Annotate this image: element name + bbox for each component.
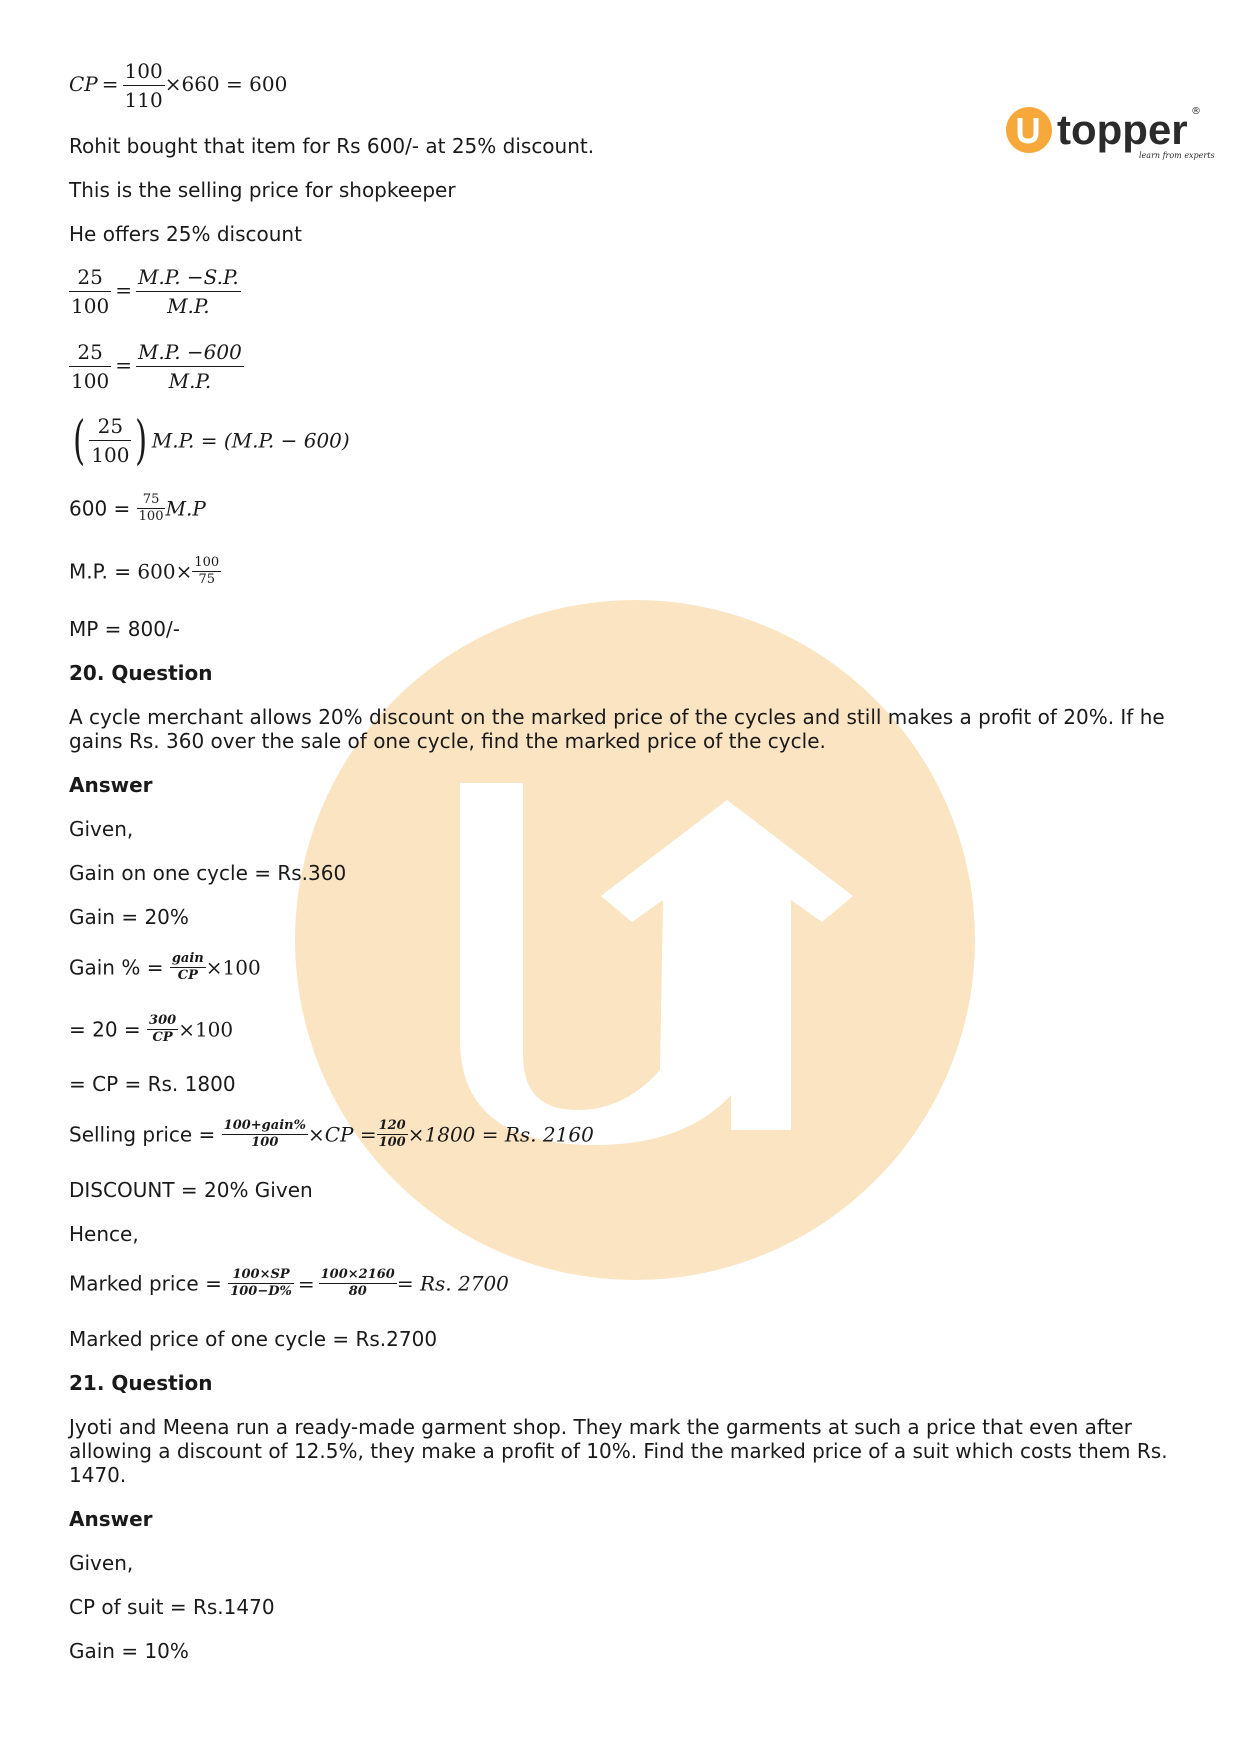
- question-heading: 20. Question: [69, 661, 213, 685]
- text-line: Gain on one cycle = Rs.360: [69, 861, 347, 885]
- cp-formula: CP = $\frac{100}{110}$ ×660 = 600: [69, 59, 288, 112]
- text-line: Marked price of one cycle = Rs.2700: [69, 1327, 438, 1351]
- equation-1: $\frac{25}{100}$ = $\frac{M.P. -S.P.}{M.P.}$: [71, 265, 239, 318]
- marked-price-formula: Marked price = $\frac{100\times SP}{100-D\%}$ = $\frac{100\times 2160}{80}$ = Rs. 2700: [69, 1267, 509, 1299]
- text-line: Rohit bought that item for Rs 600/- at 25% discount.: [69, 134, 595, 158]
- question-text: A cycle merchant allows 20% discount on the marked price of the cycles and still makes a profit of 20%. If he gains Rs. 360 over the sale of one cycle, find the marked price of the cycle.: [69, 705, 1165, 753]
- logo-text: topper: [1057, 106, 1188, 153]
- logo-registered: ®: [1191, 106, 1201, 117]
- equation-5: M.P. = 600× $\frac{100}{75}$: [69, 555, 220, 587]
- selling-price-formula: Selling price = $\frac{\text{100+gain\%}}{100}$ ×CP = $\frac{120}{100}$ ×1800 = Rs. 2160: [69, 1118, 594, 1150]
- text-line: DISCOUNT = 20% Given: [69, 1178, 313, 1202]
- text-line: He offers 25% discount: [69, 222, 302, 246]
- text-line: Gain = 10%: [69, 1639, 189, 1663]
- question-text: Jyoti and Meena run a ready-made garment shop. They mark the garments at such a price that even after allowing a discount of 12.5%, they make a profit of 10%. Find the marked price of a suit which costs them Rs. 1470.: [69, 1415, 1168, 1487]
- text-line: Gain = 20%: [69, 905, 189, 929]
- text-line: Given,: [69, 817, 134, 841]
- text-line: = CP = Rs. 1800: [69, 1072, 236, 1096]
- question-heading: 21. Question: [69, 1371, 213, 1395]
- text-line: CP of suit = Rs.1470: [69, 1595, 275, 1619]
- gain-formula-2: = 20 = $\frac{300}{CP}$ ×100: [69, 1013, 234, 1045]
- text-line: Given,: [69, 1551, 134, 1575]
- text-line: Hence,: [69, 1222, 139, 1246]
- text-line: This is the selling price for shopkeeper: [69, 178, 456, 202]
- equation-3: ( $\frac{25}{100}$ ) M.P. = (M.P. − 600): [73, 410, 350, 471]
- answer-heading: Answer: [69, 1507, 153, 1531]
- watermark-logo-icon: [295, 600, 975, 1280]
- equation-2: $\frac{25}{100}$ = $\frac{M.P. -600}{M.P.}$: [71, 340, 242, 393]
- text-line: MP = 800/-: [69, 617, 180, 641]
- equation-4: 600 = $\frac{75}{100}$ M.P: [69, 492, 206, 524]
- answer-heading: Answer: [69, 773, 153, 797]
- topper-logo-icon: [1005, 100, 1215, 166]
- logo-tagline: learn from experts: [1139, 151, 1215, 160]
- gain-formula: Gain % = $\frac{\text{gain}}{CP}$ ×100: [69, 951, 261, 983]
